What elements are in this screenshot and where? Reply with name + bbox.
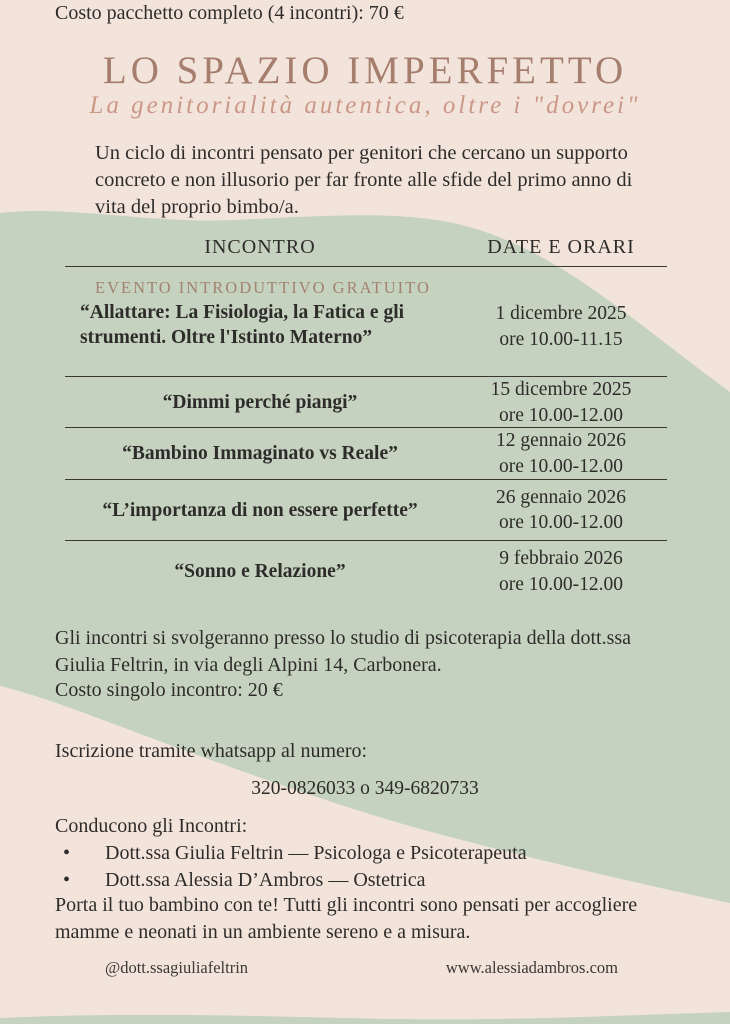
table-row — [65, 266, 667, 376]
event-time: ore 10.00-11.15 — [499, 328, 623, 350]
column-header-incontro: INCONTRO — [204, 235, 316, 258]
column-header-date: DATE E ORARI — [487, 235, 635, 258]
table-row — [65, 479, 667, 540]
event-title: “L’importanza di non essere perfette” — [102, 499, 418, 521]
event-time: ore 10.00-12.00 — [498, 573, 624, 595]
instagram-handle: @dott.ssagiuliafeltrin — [105, 958, 249, 977]
event-date: 9 febbraio 2026 — [499, 548, 623, 569]
event-date: 26 gennaio 2026 — [496, 486, 626, 508]
event-time: ore 10.00-12.00 — [498, 455, 624, 477]
leaders-section — [55, 813, 670, 894]
list-item — [55, 867, 670, 894]
price-single-line: Costo singolo incontro: 20 € — [55, 679, 283, 701]
event-time: ore 10.00-12.00 — [498, 404, 624, 426]
event-date: 12 gennaio 2026 — [496, 430, 626, 451]
leaders-heading: Conducono gli Incontri: — [55, 815, 248, 837]
event-time: ore 10.00-12.00 — [498, 512, 624, 533]
leader-name: • Dott.ssa Giulia Feltrin — Psicologa e Psicoterapeuta — [105, 842, 527, 864]
date-cell — [455, 546, 667, 597]
schedule-table — [65, 228, 667, 602]
intro-paragraph: Un ciclo di incontri pensato per genitori che cercano un supporto concreto e non illusorio per far fronte alle sfide del primo anno di vita del proprio bimbo/a. — [95, 142, 633, 218]
poster-title: LO SPAZIO IMPERFETTO — [102, 49, 628, 92]
event-date: 15 dicembre 2025 — [490, 379, 632, 400]
event-title: “Allattare: La Fisiologia, la Fatica e gli strumenti. Oltre l'Istinto Materno” — [80, 302, 405, 348]
event-cell — [65, 267, 455, 350]
signup-line: Iscrizione tramite whatsapp al numero: — [55, 740, 368, 762]
website-url: www.alessiadambros.com — [445, 958, 618, 977]
date-cell — [455, 428, 667, 479]
footer — [0, 958, 730, 978]
poster-subtitle: La genitorialità autentica, oltre i "dovrei" — [89, 92, 641, 119]
location-paragraph: Gli incontri si svolgeranno presso lo studio di psicoterapia della dott.ssa Giulia Feltrin, in via degli Alpini 14, Carbonera. — [55, 627, 632, 676]
table-row — [65, 376, 667, 427]
date-cell — [455, 377, 667, 428]
event-title: “Bambino Immaginato vs Reale” — [122, 443, 398, 464]
event-title: “Dimmi perché piangi” — [162, 392, 358, 413]
bottom-wave-shape — [0, 1012, 730, 1024]
table-row — [65, 540, 667, 602]
table-row — [65, 427, 667, 479]
event-title: “Sonno e Relazione” — [174, 561, 346, 582]
date-cell — [455, 485, 667, 536]
date-cell — [455, 267, 667, 352]
note-paragraph: Porta il tuo bambino con te! Tutti gli incontri sono pensati per accogliere mamme e neonati in un ambiente sereno e a misura. — [55, 894, 638, 943]
leader-name: • Dott.ssa Alessia D’Ambros — Ostetrica — [105, 869, 426, 891]
list-item — [55, 840, 670, 867]
phone-numbers: 320-0826033 o 349-6820733 — [251, 778, 479, 799]
event-date: 1 dicembre 2025 — [495, 303, 627, 324]
price-package-line: Costo pacchetto completo (4 incontri): 70 € — [55, 2, 404, 24]
table-header — [65, 228, 667, 266]
free-intro-badge: EVENTO INTRODUTTIVO GRATUITO — [95, 278, 431, 297]
